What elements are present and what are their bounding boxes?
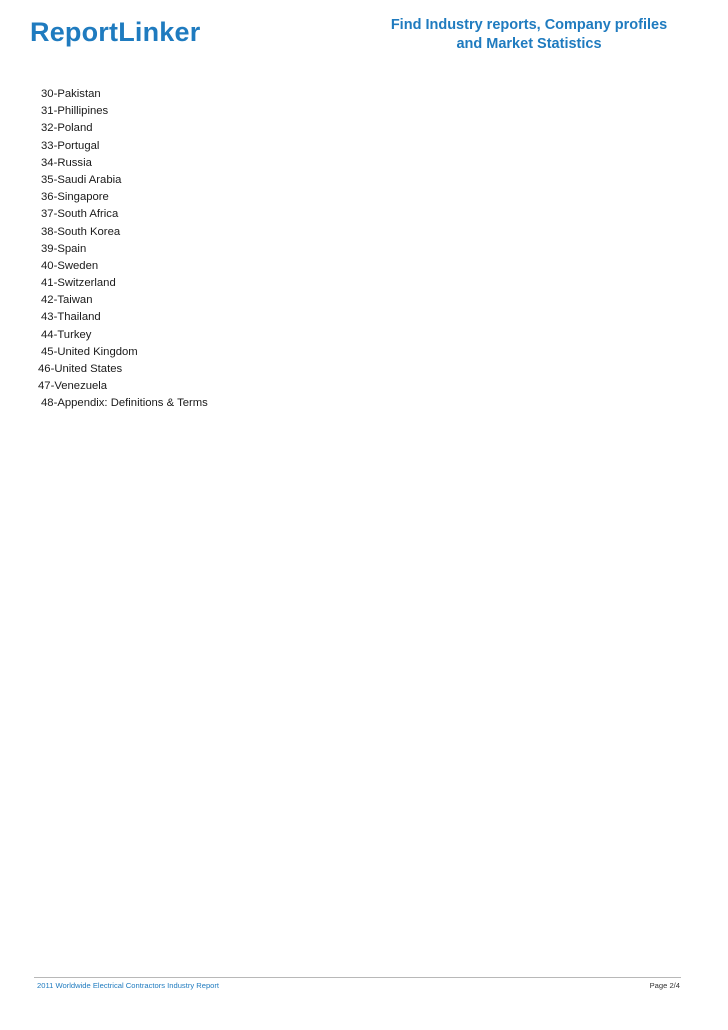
footer-page-number: Page 2/4 [649,981,680,990]
toc-item: 41-Switzerland [41,277,116,290]
toc-item: 34-Russia [41,156,92,169]
toc-item: 44-Turkey [41,328,92,341]
toc-item: 30-Pakistan [41,88,101,100]
toc-item: 31-Phillipines [41,105,109,118]
toc-item: 32-Poland [41,122,93,135]
toc-item: 35-Saudi Arabia [41,173,122,186]
toc-item: 36-Singapore [41,191,109,204]
toc-item: 43-Thailand [41,311,101,324]
header-tagline [384,16,674,54]
toc-item: 37-South Africa [41,208,119,221]
toc-item: 46-United States [38,363,123,375]
toc-item: 39-Spain [41,242,87,255]
footer-report-title[interactable]: 2011 Worldwide Electrical Contractors Industry Report [37,981,220,990]
toc-item: 33-Portugal [41,139,100,152]
tagline-line-2: and Market Statistics [456,36,602,52]
footer-divider [34,977,681,978]
reportlinker-logo[interactable]: ReportLinker [30,17,201,47]
tagline-line-1: Find Industry reports, Company profiles [390,17,668,33]
toc-item: 47-Venezuela [38,380,108,393]
table-of-contents [37,86,208,413]
toc-item: 40-Sweden [41,259,99,272]
toc-item: 45-United Kingdom [41,345,138,358]
toc-item: 42-Taiwan [41,294,93,307]
toc-item: 38-South Korea [41,225,121,238]
toc-item: 48-Appendix: Definitions & Terms [41,397,208,410]
